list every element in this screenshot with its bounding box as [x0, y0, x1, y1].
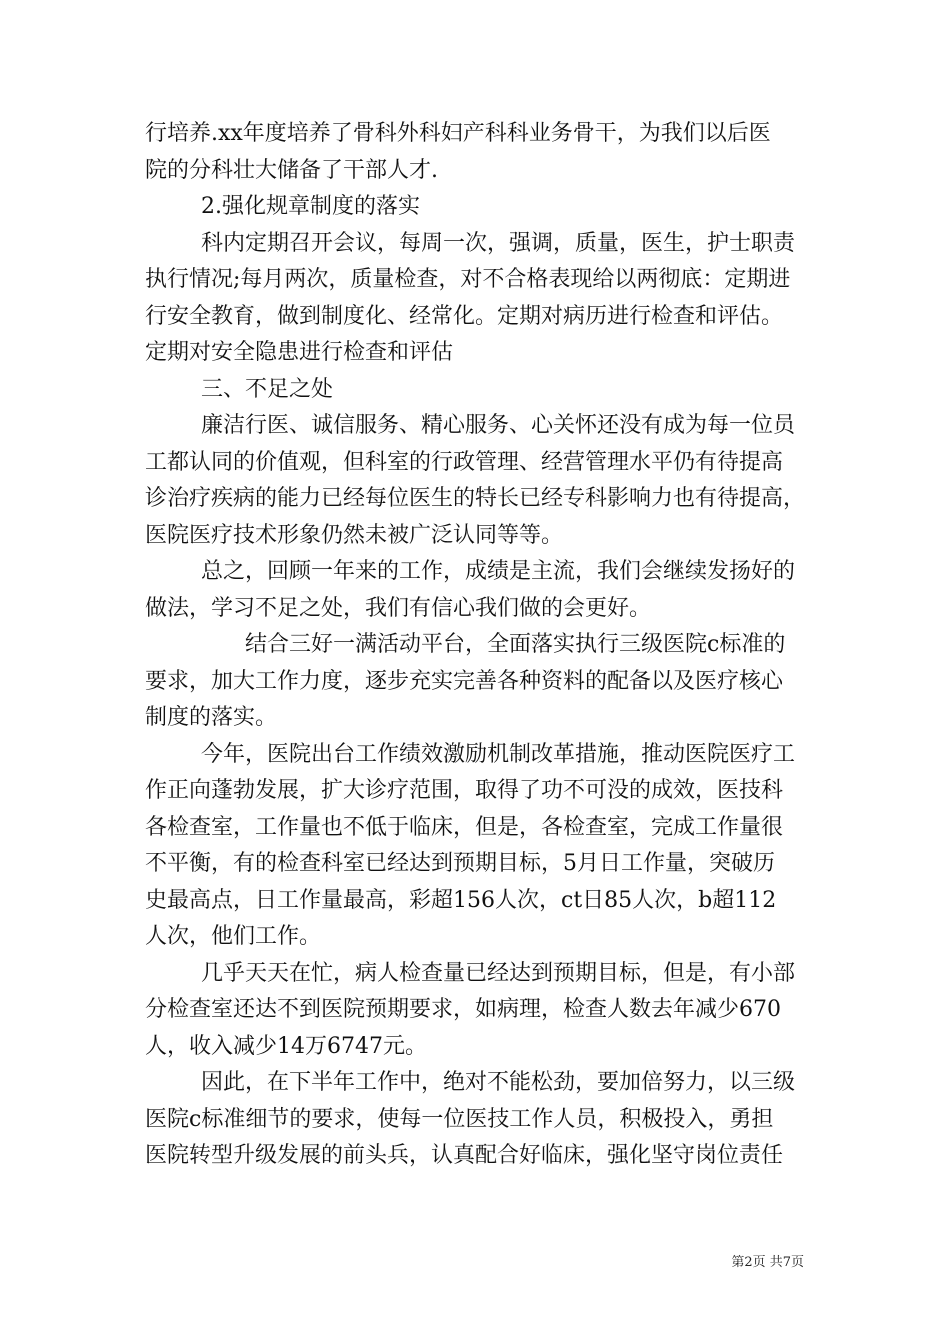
text-line: 医院医疗技术形象仍然未被广泛认同等等。 [145, 522, 564, 548]
text-line: 执行情况;每月两次，质量检查，对不合格表现给以两彻底：定期进 [145, 267, 791, 292]
document-body [145, 116, 825, 1175]
text-line: 各检查室，工作量也不低于临床，但是，各检查室，完成工作量很 [145, 814, 784, 840]
text-line: 要求，加大工作力度，逐步充实完善各种资料的配备以及医疗核心 [145, 668, 784, 694]
text-line: 工都认同的价值观，但科室的行政管理、经营管理水平仍有待提高 [145, 449, 784, 475]
text-line: 不平衡，有的检查科室已经达到预期目标，5月日工作量，突破历 [145, 851, 775, 876]
text-line: 科内定期召开会议，每周一次，强调，质量，医生，护士职责 [201, 230, 796, 256]
page-number-footer: 第2页 共7页 [731, 1255, 804, 1270]
text-line: 人，收入减少14万6747元。 [145, 1033, 427, 1059]
text-line: 几乎天天在忙，病人检查量已经达到预期目标，但是，有小部 [201, 960, 796, 986]
text-line: 作正向蓬勃发展，扩大诊疗范围，取得了功不可没的成效，医技科 [145, 778, 784, 803]
text-line: 定期对安全隐患进行检查和评估 [145, 340, 454, 365]
section-heading: 2.强化规章制度的落实 [201, 194, 420, 219]
text-line: 廉洁行医、诚信服务、精心服务、心关怀还没有成为每一位员 [201, 413, 796, 438]
text-line: 人次，他们工作。 [145, 924, 322, 949]
text-line: 诊治疗疾病的能力已经每位医生的特长已经专科影响力也有待提高， [145, 486, 806, 511]
text-line: 因此，在下半年工作中，绝对不能松劲，要加倍努力，以三级 [201, 1070, 796, 1095]
text-line: 医院转型升级发展的前头兵，认真配合好临床，强化坚守岗位责任 [145, 1143, 784, 1168]
text-line: 行培养.xx年度培养了骨科外科妇产科科业务骨干，为我们以后医 [145, 121, 771, 146]
text-line: 制度的落实。 [145, 705, 278, 730]
text-line: 做法，学习不足之处，我们有信心我们做的会更好。 [145, 595, 652, 621]
text-line: 院的分科壮大储备了干部人才. [145, 157, 438, 183]
text-line: 结合三好一满活动平台，全面落实执行三级医院c标准的 [245, 632, 786, 657]
text-line: 总之，回顾一年来的工作，成绩是主流，我们会继续发扬好的 [201, 559, 796, 584]
text-line: 史最高点，日工作量最高，彩超156人次，ct日85人次，b超112 [145, 887, 777, 913]
text-line: 分检查室还达不到医院预期要求，如病理，检查人数去年减少670 [145, 997, 781, 1022]
section-heading: 三、不足之处 [201, 376, 334, 402]
text-line: 行安全教育，做到制度化、经常化。定期对病历进行检查和评估。 [145, 303, 784, 329]
text-line: 医院c标准细节的要求，使每一位医技工作人员，积极投入，勇担 [145, 1106, 774, 1132]
text-line: 今年，医院出台工作绩效激励机制改革措施，推动医院医疗工 [201, 741, 796, 767]
